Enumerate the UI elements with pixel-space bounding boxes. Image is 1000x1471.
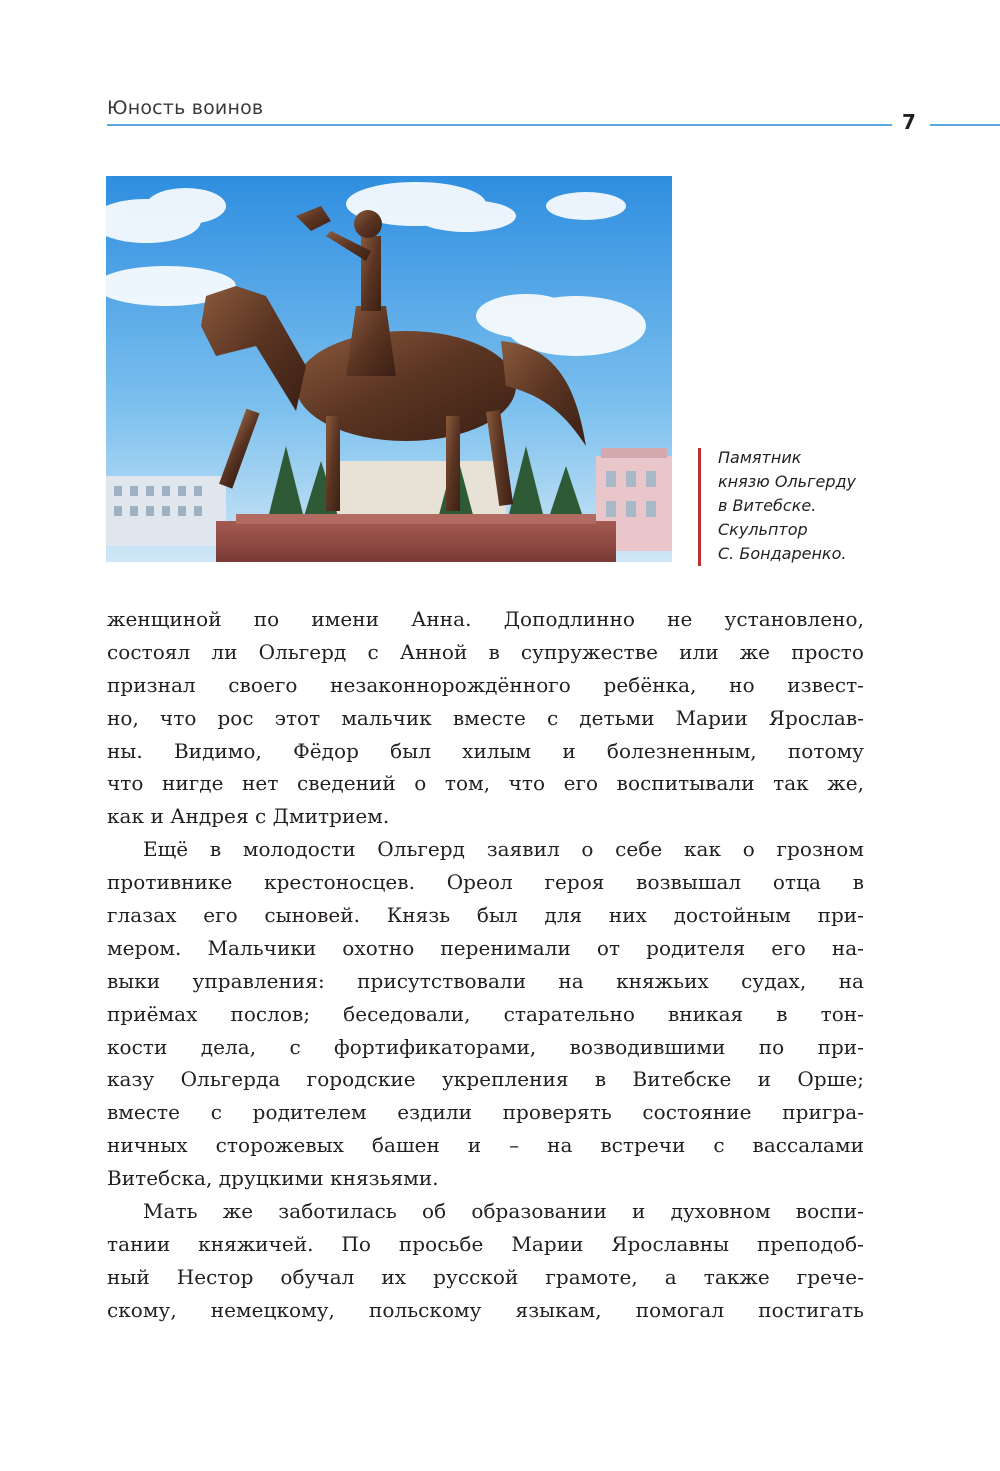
text-line: казу Ольгерда городские укрепления в Витебске и Орше; (107, 1067, 864, 1092)
text-line: ный Нестор обучал их русской грамоте, а также грече- (107, 1264, 864, 1289)
figure-caption (718, 446, 888, 566)
header-rule-right (930, 124, 1000, 126)
text-line: противнике крестоносцев. Ореол героя возвышал отца в (107, 870, 864, 895)
caption-line: князю Ольгерду (718, 472, 856, 491)
text-line: тании княжичей. По просьбе Марии Ярославны преподоб- (107, 1231, 864, 1256)
text-line: кости дела, с фортификаторами, возводившими по при- (107, 1034, 864, 1059)
text-line: состоял ли Ольгерд с Анной в супружестве или же просто (107, 639, 864, 664)
body-text (107, 603, 864, 1327)
text-line: Мать же заботилась об образовании и духовном воспи- (143, 1199, 864, 1224)
caption-accent-bar (698, 448, 701, 566)
text-line: ны. Видимо, Фёдор был хилым и болезненным, потому (107, 738, 864, 763)
text-line: но, что рос этот мальчик вместе с детьми Марии Ярослав- (107, 705, 864, 730)
text-line: мером. Мальчики охотно перенимали от родителя его на- (107, 935, 864, 960)
header-rule-left (107, 124, 892, 126)
text-line: ничных сторожевых башен и – на встречи с вассалами (107, 1133, 864, 1158)
text-line: вместе с родителем ездили проверять состояние пригра- (107, 1100, 864, 1125)
caption-line: в Витебске. (718, 496, 817, 515)
caption-line: С. Бондаренко. (718, 544, 847, 563)
text-line: приёмах послов; беседовали, старательно вникая в тон- (107, 1001, 864, 1026)
text-line: женщиной по имени Анна. Доподлинно не установлено, (107, 607, 864, 631)
text-line: Ещё в молодости Ольгерд заявил о себе как о грозном (143, 837, 864, 862)
text-line: признал своего незаконнорождённого ребёнка, но извест- (107, 672, 864, 697)
monument-photo (106, 176, 672, 562)
text-line: глазах его сыновей. Князь был для них достойным при- (107, 903, 864, 928)
caption-line: Памятник (718, 448, 802, 467)
text-line: скому, немецкому, польскому языкам, помогал постигать (107, 1297, 864, 1322)
caption-line: Скульптор (718, 520, 808, 539)
running-head: Юность воинов (107, 97, 264, 119)
page-number: 7 (902, 110, 916, 134)
text-line: что нигде нет сведений о том, что его воспитывали так же, (107, 771, 864, 796)
text-line: Витебска, друцкими князьями. (107, 1166, 439, 1191)
text-line: выки управления: присутствовали на княжьих судах, на (107, 968, 864, 993)
text-line: как и Андрея с Дмитрием. (107, 804, 390, 829)
